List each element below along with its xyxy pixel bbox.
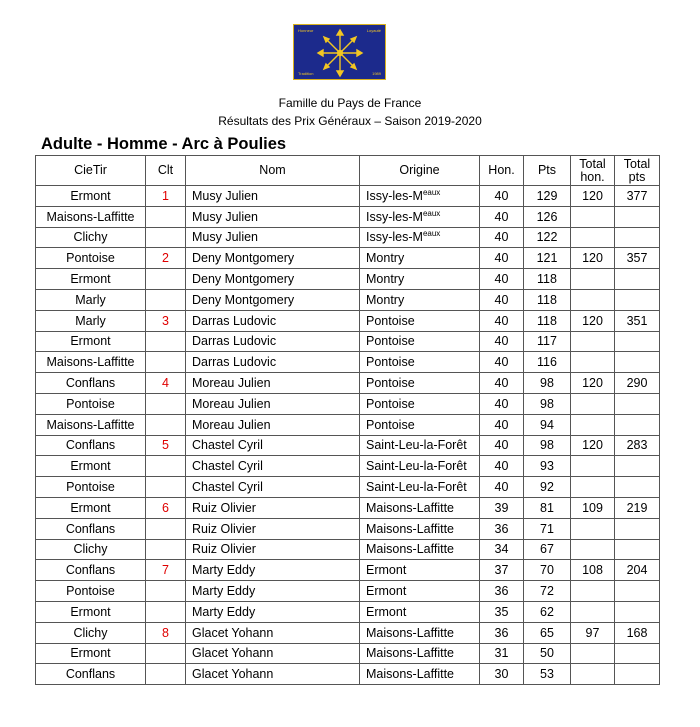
origine-text: Montry bbox=[366, 251, 405, 266]
cell-nom: Darras Ludovic bbox=[186, 310, 360, 331]
table-row bbox=[36, 206, 660, 227]
cell-pts: 98 bbox=[524, 435, 571, 456]
cell-nom: Marty Eddy bbox=[186, 560, 360, 581]
cell-hon: 40 bbox=[480, 456, 524, 477]
cell-total-pts bbox=[615, 518, 660, 539]
cell-origine bbox=[360, 373, 480, 394]
cell-total-hon: 97 bbox=[571, 622, 615, 643]
cell-hon: 40 bbox=[480, 393, 524, 414]
cell-pts: 67 bbox=[524, 539, 571, 560]
column-header: Nom bbox=[186, 156, 360, 186]
cell-total-hon: 120 bbox=[571, 373, 615, 394]
cell-nom: Musy Julien bbox=[186, 186, 360, 207]
cell-hon: 40 bbox=[480, 248, 524, 269]
cell-origine bbox=[360, 227, 480, 248]
logo-text: Honneur bbox=[298, 28, 314, 33]
table-row bbox=[36, 331, 660, 352]
cell-total-hon bbox=[571, 414, 615, 435]
cell-classement bbox=[146, 518, 186, 539]
cell-cie-tir: Clichy bbox=[36, 622, 146, 643]
cell-hon: 40 bbox=[480, 352, 524, 373]
origine-text: Ermont bbox=[366, 584, 407, 599]
cell-nom: Moreau Julien bbox=[186, 373, 360, 394]
cell-nom: Glacet Yohann bbox=[186, 664, 360, 685]
cell-cie-tir: Conflans bbox=[36, 560, 146, 581]
cell-total-pts: 290 bbox=[615, 373, 660, 394]
cell-hon: 36 bbox=[480, 581, 524, 602]
origine-text: Maisons-Laffitte bbox=[366, 646, 455, 661]
origine-text: Maisons-Laffitte bbox=[366, 500, 455, 515]
origine-text: Saint-Leu-la-Forêt bbox=[366, 459, 467, 474]
cell-cie-tir: Marly bbox=[36, 289, 146, 310]
cell-pts: 118 bbox=[524, 269, 571, 290]
cell-nom: Deny Montgomery bbox=[186, 248, 360, 269]
section-title: Adulte - Homme - Arc à Poulies bbox=[41, 135, 287, 153]
cell-total-pts bbox=[615, 643, 660, 664]
origine-superscript: eaux bbox=[422, 208, 441, 218]
cell-hon: 40 bbox=[480, 331, 524, 352]
cell-cie-tir: Ermont bbox=[36, 331, 146, 352]
cell-origine bbox=[360, 560, 480, 581]
cell-total-pts: 168 bbox=[615, 622, 660, 643]
cell-origine bbox=[360, 206, 480, 227]
cell-pts: 116 bbox=[524, 352, 571, 373]
cell-origine bbox=[360, 477, 480, 498]
cell-pts: 62 bbox=[524, 601, 571, 622]
cell-total-pts: 351 bbox=[615, 310, 660, 331]
cell-pts: 70 bbox=[524, 560, 571, 581]
cell-total-pts bbox=[615, 539, 660, 560]
cell-classement bbox=[146, 456, 186, 477]
cell-nom: Musy Julien bbox=[186, 227, 360, 248]
cell-total-pts bbox=[615, 664, 660, 685]
cell-pts: 92 bbox=[524, 477, 571, 498]
cell-hon: 39 bbox=[480, 497, 524, 518]
origine-text: Saint-Leu-la-Forêt bbox=[366, 438, 467, 453]
cell-pts: 81 bbox=[524, 497, 571, 518]
cell-nom: Ruiz Olivier bbox=[186, 497, 360, 518]
cell-total-pts: 204 bbox=[615, 560, 660, 581]
cell-classement: 5 bbox=[146, 435, 186, 456]
cell-total-hon bbox=[571, 539, 615, 560]
cell-origine bbox=[360, 310, 480, 331]
cell-pts: 118 bbox=[524, 310, 571, 331]
cell-origine bbox=[360, 331, 480, 352]
column-header: Total pts bbox=[615, 156, 660, 186]
cell-cie-tir: Marly bbox=[36, 310, 146, 331]
origine-text: Issy-les-M bbox=[366, 230, 423, 245]
table-row bbox=[36, 289, 660, 310]
cell-cie-tir: Conflans bbox=[36, 664, 146, 685]
origine-text: Maisons-Laffitte bbox=[366, 625, 455, 640]
cell-origine bbox=[360, 456, 480, 477]
cell-nom: Darras Ludovic bbox=[186, 352, 360, 373]
cell-origine bbox=[360, 289, 480, 310]
cell-total-pts: 283 bbox=[615, 435, 660, 456]
cell-pts: 129 bbox=[524, 186, 571, 207]
cell-nom: Chastel Cyril bbox=[186, 435, 360, 456]
cell-pts: 72 bbox=[524, 581, 571, 602]
cell-classement bbox=[146, 352, 186, 373]
origine-text: Maisons-Laffitte bbox=[366, 521, 455, 536]
cell-hon: 40 bbox=[480, 269, 524, 290]
cell-pts: 98 bbox=[524, 393, 571, 414]
cell-total-pts bbox=[615, 227, 660, 248]
cell-classement bbox=[146, 581, 186, 602]
cell-classement bbox=[146, 206, 186, 227]
cell-hon: 30 bbox=[480, 664, 524, 685]
cell-origine bbox=[360, 601, 480, 622]
cell-hon: 31 bbox=[480, 643, 524, 664]
cell-cie-tir: Ermont bbox=[36, 269, 146, 290]
cell-origine bbox=[360, 414, 480, 435]
table-row bbox=[36, 393, 660, 414]
origine-text: Issy-les-M bbox=[366, 209, 423, 224]
cell-total-hon: 120 bbox=[571, 248, 615, 269]
cell-nom: Glacet Yohann bbox=[186, 643, 360, 664]
table-row bbox=[36, 664, 660, 685]
cell-total-hon bbox=[571, 643, 615, 664]
table-row bbox=[36, 248, 660, 269]
origine-superscript: eaux bbox=[422, 229, 441, 239]
origine-text: Pontoise bbox=[366, 376, 415, 391]
origine-text: Pontoise bbox=[366, 396, 415, 411]
cell-cie-tir: Pontoise bbox=[36, 477, 146, 498]
cell-origine bbox=[360, 643, 480, 664]
cell-pts: 65 bbox=[524, 622, 571, 643]
cell-classement bbox=[146, 539, 186, 560]
table-row bbox=[36, 310, 660, 331]
cell-cie-tir: Ermont bbox=[36, 186, 146, 207]
cell-origine bbox=[360, 186, 480, 207]
cell-classement: 2 bbox=[146, 248, 186, 269]
cell-classement: 8 bbox=[146, 622, 186, 643]
table-row bbox=[36, 373, 660, 394]
cell-total-hon bbox=[571, 227, 615, 248]
origine-text: Ermont bbox=[366, 563, 407, 578]
cell-total-pts bbox=[615, 206, 660, 227]
cell-total-pts bbox=[615, 289, 660, 310]
cell-hon: 40 bbox=[480, 373, 524, 394]
column-header: Total hon. bbox=[571, 156, 615, 186]
origine-text: Montry bbox=[366, 292, 405, 307]
cell-origine bbox=[360, 352, 480, 373]
cell-cie-tir: Maisons-Laffitte bbox=[36, 352, 146, 373]
cell-hon: 40 bbox=[480, 289, 524, 310]
cell-nom: Darras Ludovic bbox=[186, 331, 360, 352]
cell-total-pts: 377 bbox=[615, 186, 660, 207]
cell-total-hon bbox=[571, 352, 615, 373]
cell-nom: Ruiz Olivier bbox=[186, 518, 360, 539]
cell-nom: Ruiz Olivier bbox=[186, 539, 360, 560]
cell-total-hon: 108 bbox=[571, 560, 615, 581]
cell-hon: 40 bbox=[480, 206, 524, 227]
origine-text: Issy-les-M bbox=[366, 188, 423, 203]
cell-total-hon bbox=[571, 331, 615, 352]
cell-total-pts bbox=[615, 331, 660, 352]
cell-origine bbox=[360, 518, 480, 539]
cell-total-pts bbox=[615, 581, 660, 602]
cell-hon: 37 bbox=[480, 560, 524, 581]
cell-hon: 35 bbox=[480, 601, 524, 622]
cell-total-hon bbox=[571, 664, 615, 685]
cell-classement bbox=[146, 269, 186, 290]
cell-total-hon bbox=[571, 477, 615, 498]
cell-total-hon: 120 bbox=[571, 310, 615, 331]
table-row bbox=[36, 269, 660, 290]
cell-total-hon bbox=[571, 518, 615, 539]
cell-total-hon bbox=[571, 206, 615, 227]
cell-classement bbox=[146, 393, 186, 414]
cell-classement: 6 bbox=[146, 497, 186, 518]
cell-total-pts bbox=[615, 601, 660, 622]
cell-cie-tir: Pontoise bbox=[36, 581, 146, 602]
cell-classement bbox=[146, 643, 186, 664]
column-header: Pts bbox=[524, 156, 571, 186]
cell-classement bbox=[146, 414, 186, 435]
cell-classement: 1 bbox=[146, 186, 186, 207]
cell-origine bbox=[360, 581, 480, 602]
cell-total-pts bbox=[615, 393, 660, 414]
cell-nom: Moreau Julien bbox=[186, 393, 360, 414]
cell-origine bbox=[360, 248, 480, 269]
cell-classement bbox=[146, 331, 186, 352]
cell-pts: 117 bbox=[524, 331, 571, 352]
cell-hon: 40 bbox=[480, 186, 524, 207]
table-row bbox=[36, 601, 660, 622]
cell-classement: 3 bbox=[146, 310, 186, 331]
cell-origine bbox=[360, 622, 480, 643]
origine-text: Pontoise bbox=[366, 313, 415, 328]
cell-origine bbox=[360, 497, 480, 518]
cell-nom: Moreau Julien bbox=[186, 414, 360, 435]
column-header: Hon. bbox=[480, 156, 524, 186]
cell-nom: Marty Eddy bbox=[186, 581, 360, 602]
table-row bbox=[36, 456, 660, 477]
cell-cie-tir: Ermont bbox=[36, 643, 146, 664]
cell-classement bbox=[146, 664, 186, 685]
origine-text: Maisons-Laffitte bbox=[366, 542, 455, 557]
table-row bbox=[36, 581, 660, 602]
column-header: Origine bbox=[360, 156, 480, 186]
logo-text: Loyauté bbox=[366, 28, 381, 33]
cell-total-pts bbox=[615, 477, 660, 498]
cell-pts: 93 bbox=[524, 456, 571, 477]
cell-cie-tir: Conflans bbox=[36, 435, 146, 456]
cell-origine bbox=[360, 435, 480, 456]
cell-hon: 36 bbox=[480, 622, 524, 643]
cell-nom: Chastel Cyril bbox=[186, 456, 360, 477]
table-row bbox=[36, 435, 660, 456]
cell-nom: Glacet Yohann bbox=[186, 622, 360, 643]
cell-hon: 40 bbox=[480, 435, 524, 456]
cell-total-pts: 357 bbox=[615, 248, 660, 269]
cell-cie-tir: Conflans bbox=[36, 518, 146, 539]
table-row bbox=[36, 560, 660, 581]
cell-total-pts: 219 bbox=[615, 497, 660, 518]
cell-classement bbox=[146, 227, 186, 248]
table-body bbox=[36, 186, 660, 685]
cell-origine bbox=[360, 664, 480, 685]
cell-classement bbox=[146, 477, 186, 498]
origine-text: Ermont bbox=[366, 604, 407, 619]
cell-cie-tir: Ermont bbox=[36, 456, 146, 477]
cell-hon: 40 bbox=[480, 477, 524, 498]
document-subtitle: Résultats des Prix Généraux – Saison 2019-2020 bbox=[218, 114, 482, 128]
cell-classement bbox=[146, 289, 186, 310]
cell-pts: 122 bbox=[524, 227, 571, 248]
cell-total-hon bbox=[571, 456, 615, 477]
cell-cie-tir: Clichy bbox=[36, 539, 146, 560]
cell-hon: 40 bbox=[480, 310, 524, 331]
cell-cie-tir: Clichy bbox=[36, 227, 146, 248]
logo-text: Tradition bbox=[298, 71, 314, 76]
cell-hon: 36 bbox=[480, 518, 524, 539]
origine-text: Montry bbox=[366, 272, 405, 287]
cell-total-hon bbox=[571, 289, 615, 310]
origine-text: Maisons-Laffitte bbox=[366, 667, 455, 682]
cell-hon: 40 bbox=[480, 414, 524, 435]
origine-text: Pontoise bbox=[366, 417, 415, 432]
cell-total-hon bbox=[571, 601, 615, 622]
cell-total-hon: 109 bbox=[571, 497, 615, 518]
table-row bbox=[36, 518, 660, 539]
table-row bbox=[36, 643, 660, 664]
cell-pts: 71 bbox=[524, 518, 571, 539]
cell-total-hon: 120 bbox=[571, 186, 615, 207]
cell-origine bbox=[360, 539, 480, 560]
origine-superscript: eaux bbox=[422, 187, 441, 197]
organization-title: Famille du Pays de France bbox=[278, 96, 422, 110]
cell-nom: Deny Montgomery bbox=[186, 289, 360, 310]
results-table bbox=[35, 155, 660, 685]
cell-total-pts bbox=[615, 456, 660, 477]
cell-hon: 40 bbox=[480, 227, 524, 248]
cell-pts: 53 bbox=[524, 664, 571, 685]
table-row bbox=[36, 227, 660, 248]
cell-cie-tir: Conflans bbox=[36, 373, 146, 394]
cell-cie-tir: Ermont bbox=[36, 601, 146, 622]
cell-total-pts bbox=[615, 352, 660, 373]
cell-cie-tir: Ermont bbox=[36, 497, 146, 518]
cell-origine bbox=[360, 393, 480, 414]
cell-cie-tir: Maisons-Laffitte bbox=[36, 414, 146, 435]
cell-pts: 126 bbox=[524, 206, 571, 227]
cell-classement: 7 bbox=[146, 560, 186, 581]
table-row bbox=[36, 622, 660, 643]
column-header: Clt bbox=[146, 156, 186, 186]
cell-total-hon bbox=[571, 269, 615, 290]
cell-origine bbox=[360, 269, 480, 290]
origine-text: Pontoise bbox=[366, 355, 415, 370]
table-row bbox=[36, 414, 660, 435]
cell-hon: 34 bbox=[480, 539, 524, 560]
table-header-row bbox=[36, 156, 660, 186]
cell-pts: 50 bbox=[524, 643, 571, 664]
table-row bbox=[36, 477, 660, 498]
cell-cie-tir: Pontoise bbox=[36, 393, 146, 414]
table-row bbox=[36, 186, 660, 207]
cell-cie-tir: Pontoise bbox=[36, 248, 146, 269]
cell-nom: Deny Montgomery bbox=[186, 269, 360, 290]
cell-pts: 94 bbox=[524, 414, 571, 435]
origine-text: Pontoise bbox=[366, 334, 415, 349]
logo-text: 1989 bbox=[372, 71, 381, 76]
cell-classement bbox=[146, 601, 186, 622]
cell-pts: 118 bbox=[524, 289, 571, 310]
cell-cie-tir: Maisons-Laffitte bbox=[36, 206, 146, 227]
cell-nom: Chastel Cyril bbox=[186, 477, 360, 498]
cell-pts: 121 bbox=[524, 248, 571, 269]
table-row bbox=[36, 539, 660, 560]
column-header: CieTir bbox=[36, 156, 146, 186]
cell-total-hon bbox=[571, 581, 615, 602]
origine-text: Saint-Leu-la-Forêt bbox=[366, 480, 467, 495]
cell-nom: Musy Julien bbox=[186, 206, 360, 227]
cell-total-hon: 120 bbox=[571, 435, 615, 456]
federation-logo bbox=[293, 24, 386, 80]
table-row bbox=[36, 497, 660, 518]
table-row bbox=[36, 352, 660, 373]
cell-pts: 98 bbox=[524, 373, 571, 394]
cell-classement: 4 bbox=[146, 373, 186, 394]
cell-nom: Marty Eddy bbox=[186, 601, 360, 622]
cell-total-hon bbox=[571, 393, 615, 414]
cell-total-pts bbox=[615, 414, 660, 435]
cell-total-pts bbox=[615, 269, 660, 290]
